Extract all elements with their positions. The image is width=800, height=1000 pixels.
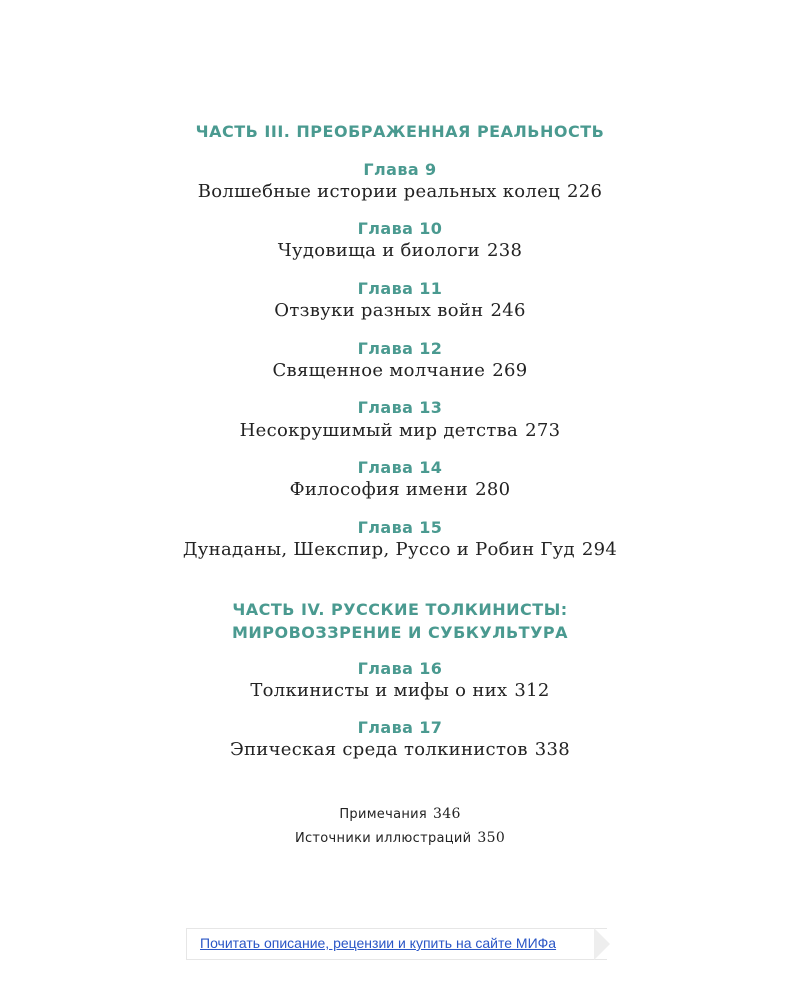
chapter-title: Философия имени <box>289 479 469 500</box>
buy-link[interactable]: Почитать описание, рецензии и купить на сайте МИФа <box>200 935 557 951</box>
page-number: 280 <box>475 479 511 500</box>
chapter-label: Глава 14 <box>357 458 443 477</box>
page-number: 273 <box>525 420 561 441</box>
chapter-title: Чудовища и биологи <box>277 240 480 261</box>
back-matter-title: Примечания <box>339 807 428 822</box>
part-heading <box>0 120 800 143</box>
chapter-entry <box>0 240 800 261</box>
page-number: 346 <box>433 806 461 822</box>
chapter-label: Глава 12 <box>357 339 443 358</box>
page-number: 312 <box>514 680 550 701</box>
chapter-entry <box>0 420 800 441</box>
chapter-title: Дунаданы, Шекспир, Руссо и Робин Гуд <box>182 539 575 560</box>
page-number: 350 <box>477 830 506 846</box>
page-number: 294 <box>581 539 618 560</box>
part-heading <box>0 598 800 644</box>
back-matter-title: Источники иллюстраций <box>294 831 472 846</box>
chapter-title: Священное молчание <box>272 360 486 381</box>
part-heading-line: ЧАСТЬ III. ПРЕОБРАЖЕННАЯ РЕАЛЬНОСТЬ <box>195 122 605 141</box>
chapter-entry <box>0 680 800 701</box>
chapter-label: Глава 10 <box>357 219 443 238</box>
back-matter-entry <box>0 806 800 822</box>
chapter-entry <box>0 181 800 202</box>
page-number: 226 <box>566 181 603 202</box>
chapter-title: Несокрушимый мир детства <box>239 420 519 441</box>
chapter-entry <box>0 479 800 500</box>
chapter-label: Глава 9 <box>363 160 437 179</box>
chapter-entry <box>0 539 800 560</box>
chapter-entry <box>0 360 800 381</box>
chapter-label: Глава 11 <box>357 279 443 298</box>
part-heading-line: ЧАСТЬ IV. РУССКИЕ ТОЛКИНИСТЫ: <box>232 600 568 619</box>
page-number: 338 <box>534 739 571 760</box>
chapter-label: Глава 16 <box>357 659 443 678</box>
page-number: 246 <box>490 300 526 321</box>
part-heading-line: МИРОВОЗЗРЕНИЕ И СУБКУЛЬТУРА <box>231 623 569 642</box>
chapter-entry <box>0 300 800 321</box>
chapter-label: Глава 13 <box>357 398 443 417</box>
chapter-title: Волшебные истории реальных колец <box>197 181 560 202</box>
chapter-entry <box>0 739 800 760</box>
chapter-label: Глава 15 <box>357 518 443 537</box>
back-matter-entry <box>0 830 800 846</box>
page-number: 238 <box>486 240 523 261</box>
chapter-title: Толкинисты и мифы о них <box>250 680 508 701</box>
page-number: 269 <box>492 360 528 381</box>
chapter-title: Отзвуки разных войн <box>274 300 484 321</box>
banner-arrow-icon <box>594 928 610 960</box>
chapter-title: Эпическая среда толкинистов <box>229 739 528 760</box>
chapter-label: Глава 17 <box>357 718 443 737</box>
